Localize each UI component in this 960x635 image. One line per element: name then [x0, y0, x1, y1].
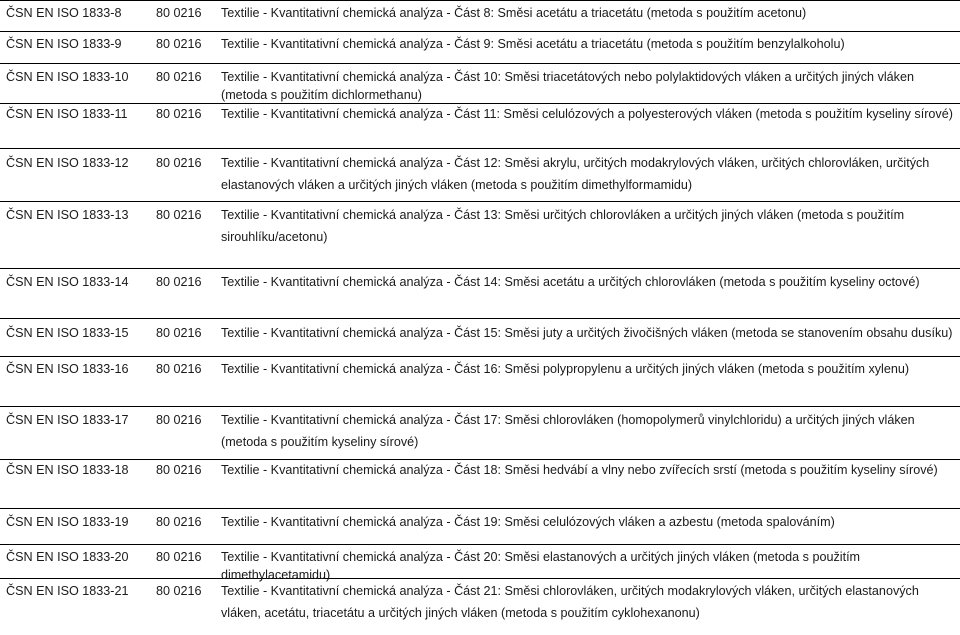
ics-number: 80 0216	[156, 463, 202, 477]
row-divider	[0, 268, 960, 269]
standard-code: ČSN EN ISO 1833-13	[6, 208, 129, 222]
row-divider	[0, 63, 960, 64]
standard-title: Textilie - Kvantitativní chemická analýza - Část 8: Směsi acetátu a triacetátu (metoda s použitím acetonu)	[221, 6, 807, 20]
standard-code: ČSN EN ISO 1833-12	[6, 156, 129, 170]
standard-title: Textilie - Kvantitativní chemická analýza - Část 12: Směsi akrylu, určitých modakrylových vláken, určitých chlorovláken, určitých elastanových vláken a určitých jiných vláken (metoda s použitím dimethylformamidu)	[221, 156, 930, 192]
standard-title: Textilie - Kvantitativní chemická analýza - Část 14: Směsi acetátu a určitých chlorovláken (metoda s použitím kyseliny octové)	[221, 275, 920, 289]
standard-code: ČSN EN ISO 1833-21	[6, 584, 129, 598]
standard-code: ČSN EN ISO 1833-10	[6, 70, 129, 84]
standard-code: ČSN EN ISO 1833-15	[6, 326, 129, 340]
standard-title: Textilie - Kvantitativní chemická analýza - Část 10: Směsi triacetátových nebo polylaktidových vláken a určitých jiných vláken (metoda s použitím dichlormethanu)	[221, 70, 914, 102]
standard-code: ČSN EN ISO 1833-20	[6, 550, 129, 564]
ics-number: 80 0216	[156, 156, 202, 170]
ics-number: 80 0216	[156, 362, 202, 376]
ics-number: 80 0216	[156, 413, 202, 427]
standard-title: Textilie - Kvantitativní chemická analýza - Část 18: Směsi hedvábí a vlny nebo zvířecích srstí (metoda s použitím kyseliny sírové)	[221, 463, 938, 477]
row-divider	[0, 201, 960, 202]
row-divider	[0, 31, 960, 32]
standard-code: ČSN EN ISO 1833-11	[6, 107, 128, 121]
row-divider	[0, 406, 960, 407]
ics-number: 80 0216	[156, 584, 202, 598]
standard-title: Textilie - Kvantitativní chemická analýza - Část 19: Směsi celulózových vláken a azbestu (metoda spalováním)	[221, 515, 835, 529]
row-divider	[0, 0, 960, 1]
ics-number: 80 0216	[156, 275, 202, 289]
row-divider	[0, 508, 960, 509]
standard-code: ČSN EN ISO 1833-19	[6, 515, 129, 529]
ics-number: 80 0216	[156, 208, 202, 222]
ics-number: 80 0216	[156, 550, 202, 564]
standard-title: Textilie - Kvantitativní chemická analýza - Část 17: Směsi chlorovláken (homopolymerů vinylchloridu) a určitých jiných vláken (metoda s použitím kyseliny sírové)	[221, 413, 915, 449]
ics-number: 80 0216	[156, 107, 202, 121]
row-divider	[0, 148, 960, 149]
ics-number: 80 0216	[156, 70, 202, 84]
ics-number: 80 0216	[156, 37, 202, 51]
standard-code: ČSN EN ISO 1833-16	[6, 362, 129, 376]
standard-title: Textilie - Kvantitativní chemická analýza - Část 21: Směsi chlorovláken, určitých modakrylových vláken, určitých elastanových vláken, acetátu, triacetátu a určitých jiných vláken (metoda s použitím cyklohexanonu)	[221, 584, 919, 620]
standard-title: Textilie - Kvantitativní chemická analýza - Část 15: Směsi juty a určitých živočišných vláken (metoda se stanovením obsahu dusíku)	[221, 326, 953, 340]
ics-number: 80 0216	[156, 515, 202, 529]
standard-title: Textilie - Kvantitativní chemická analýza - Část 9: Směsi acetátu a triacetátu (metoda s použitím benzylalkoholu)	[221, 37, 845, 51]
standard-code: ČSN EN ISO 1833-8	[6, 6, 122, 20]
standard-code: ČSN EN ISO 1833-14	[6, 275, 129, 289]
ics-number: 80 0216	[156, 6, 202, 20]
standard-code: ČSN EN ISO 1833-18	[6, 463, 129, 477]
standard-title: Textilie - Kvantitativní chemická analýza - Část 20: Směsi elastanových a určitých jiných vláken (metoda s použitím dimethylacetamidu)	[221, 550, 861, 582]
row-divider	[0, 356, 960, 357]
row-divider	[0, 318, 960, 319]
standard-code: ČSN EN ISO 1833-17	[6, 413, 129, 427]
standard-title: Textilie - Kvantitativní chemická analýza - Část 13: Směsi určitých chlorovláken a určitých jiných vláken (metoda s použitím sirouhlíku/acetonu)	[221, 208, 905, 244]
row-divider	[0, 544, 960, 545]
standard-title: Textilie - Kvantitativní chemická analýza - Část 16: Směsi polypropylenu a určitých jiných vláken (metoda s použitím xylenu)	[221, 362, 910, 376]
ics-number: 80 0216	[156, 326, 202, 340]
standard-title: Textilie - Kvantitativní chemická analýza - Část 11: Směsi celulózových a polyesterových vláken (metoda s použitím kyseliny sírové)	[221, 107, 953, 121]
standard-code: ČSN EN ISO 1833-9	[6, 37, 122, 51]
